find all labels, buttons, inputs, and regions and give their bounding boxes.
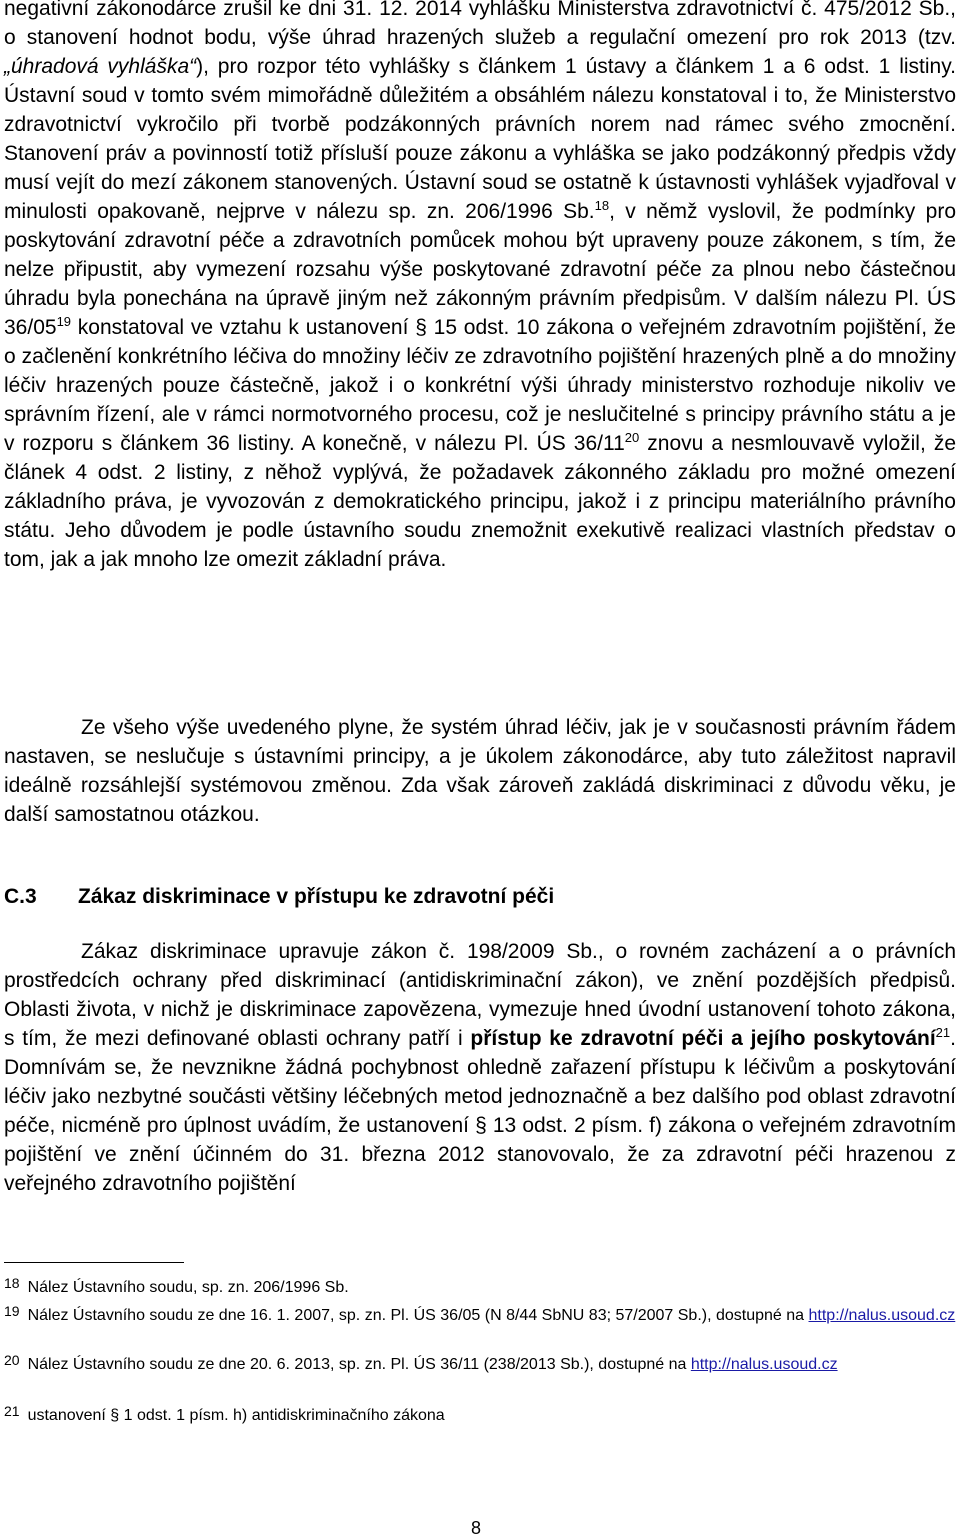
para1-text-2: ), pro rozpor této vyhlášky s článkem 1 ústavy a článkem 1 a 6 odst. 1 listiny. Ústavní soud v tomto svém mimořádně důležitém a obsáhlém nálezu konstatoval i to, že Ministerstvo zdravotnictví vykročilo při tvorbě podzákonných právních norem nad rámec svého zmocnění. Stanovení práv a povinností totiž přísluší pouze zákonu a vyhláška se jako podzákonný předpis vždy musí vejít do mezí zákonem stanovených. Ústavní soud se ostatně k ústavnosti vyhlášek vyjadřoval v minulosti opakovaně, nejprve v nálezu sp. zn. 206/1996 Sb. xyxy=(4,55,956,223)
footnote-text: Nález Ústavního soudu ze dne 20. 6. 2013, sp. zn. Pl. ÚS 36/11 (238/2013 Sb.), dostupné na xyxy=(27,1356,691,1373)
para3-bold-phrase: přístup ke zdravotní péči a jejího poskytování xyxy=(470,1027,936,1050)
para3-text-2: . Domnívám se, že nevznikne žádná pochybnost ohledně zařazení přístupu k léčivům a poskytování léčiv jako nezbytné součásti většiny léčebných metod jednoznačně a bez dalšího pod oblast zdravotní péče, nicméně pro úplnost uvádím, že ustanovení § 13 odst. 2 písm. f) zákona o veřejném zdravotním pojištění ve znění účinném do 31. března 2012 stanovovalo, že za zdravotní péči hrazenou z veřejného zdravotního pojištění xyxy=(4,1027,956,1195)
footnote-text: Nález Ústavního soudu, sp. zn. 206/1996 Sb. xyxy=(27,1279,349,1296)
footnote-ref-18[interactable]: 18 xyxy=(594,198,610,213)
footnote-ref-19[interactable]: 19 xyxy=(56,314,72,329)
para1-text-1: negativní zákonodárce zrušil ke dni 31. 12. 2014 vyhlášku Ministerstva zdravotnictví č. 475/2012 Sb., o stanovení hodnot bodu, výše úhrad hrazených služeb a regulační omezení pro rok 2013 (tzv. xyxy=(4,0,956,49)
footnote-21 xyxy=(4,1403,956,1428)
para1-italic-term: „úhradová vyhláška“ xyxy=(4,55,197,78)
body-paragraph-1 xyxy=(4,0,956,574)
footnote-number: 19 xyxy=(4,1303,20,1319)
footnote-ref-21[interactable]: 21 xyxy=(935,1025,951,1040)
footnote-number: 21 xyxy=(4,1403,20,1419)
section-title: Zákaz diskriminace v přístupu ke zdravotní péči xyxy=(78,885,555,908)
footnote-ref-20[interactable]: 20 xyxy=(624,430,640,445)
para1-text-4: konstatoval ve vztahu k ustanovení § 15 odst. 10 zákona o veřejném zdravotním pojištění, že o začlenění konkrétního léčiva do množiny léčiv ze zdravotního pojištění hrazených plně a do množiny léčiv hrazených pouze částečně, jakož i o konkrétní výši úhrady ministerstvo rozhoduje nikoliv ve správním řízení, ale v rámci normotvorného procesu, což je neslučitelné s principy právního státu a je v rozporu s článkem 36 listiny. A konečně, v nálezu Pl. ÚS 36/11 xyxy=(4,316,956,455)
page-number: 8 xyxy=(471,1518,482,1538)
section-heading xyxy=(4,882,554,911)
section-number: C.3 xyxy=(4,885,37,908)
para1-text-5: znovu a nesmlouvavě vyložil, že článek 4 odst. 2 listiny, z něhož vyplývá, že požadavek zákonného základu pro možné omezení základního práva, je vyvozován z demokratického principu, jakož i z principu materiálního právního státu. Jeho důvodem je podle ústavního soudu znemožnit exekutivě realizaci vlastních představ o tom, jak a jak mnoho lze omezit základní práva. xyxy=(4,432,956,571)
body-paragraph-3 xyxy=(4,937,956,1198)
footnote-text: ustanovení § 1 odst. 1 písm. h) antidiskriminačního zákona xyxy=(27,1407,445,1424)
footnote-number: 20 xyxy=(4,1352,20,1368)
footnote-number: 18 xyxy=(4,1275,20,1291)
footnote-link[interactable]: http://nalus.usoud.cz xyxy=(808,1307,956,1324)
footnote-link[interactable]: http://nalus.usoud.cz xyxy=(690,1356,838,1373)
footnote-19 xyxy=(4,1303,956,1328)
body-paragraph-2: Ze všeho výše uvedeného plyne, že systém úhrad léčiv, jak je v současnosti právním řádem nastaven, se neslučuje s ústavními principy, a je úkolem zákonodárce, aby tuto záležitost napravil ideálně rozsáhlejší systémovou změnou. Zda však zároveň zakládá diskriminaci z důvodu věku, je další samostatnou otázkou. xyxy=(4,716,956,826)
para3-text-1: Zákaz diskriminace upravuje zákon č. 198/2009 Sb., o rovném zacházení a o právních prostředcích ochrany před diskriminací (antidiskriminační zákon), ve znění pozdějších předpisů. Oblasti života, v nichž je diskriminace zapovězena, vymezuje hned úvodní ustanovení tohoto zákona, s tím, že mezi definované oblasti ochrany patří i xyxy=(4,940,956,1050)
footnote-text: Nález Ústavního soudu ze dne 16. 1. 2007, sp. zn. Pl. ÚS 36/05 (N 8/44 SbNU 83; 57/2007 Sb.), dostupné na xyxy=(27,1307,809,1324)
footnote-20 xyxy=(4,1352,956,1377)
footnote-separator xyxy=(4,1262,184,1263)
para1-text-3: , v němž vyslovil, že podmínky pro poskytování zdravotní péče a zdravotních pomůcek mohou být upraveny pouze zákonem, s tím, že nelze připustit, aby vymezení rozsahu výše poskytované zdravotní péče za plnou nebo částečnou úhradu byla ponechána na úpravě jiným než zákonným právním předpisům. V dalším nálezu Pl. ÚS 36/05 xyxy=(4,200,956,339)
footnote-18 xyxy=(4,1275,956,1300)
